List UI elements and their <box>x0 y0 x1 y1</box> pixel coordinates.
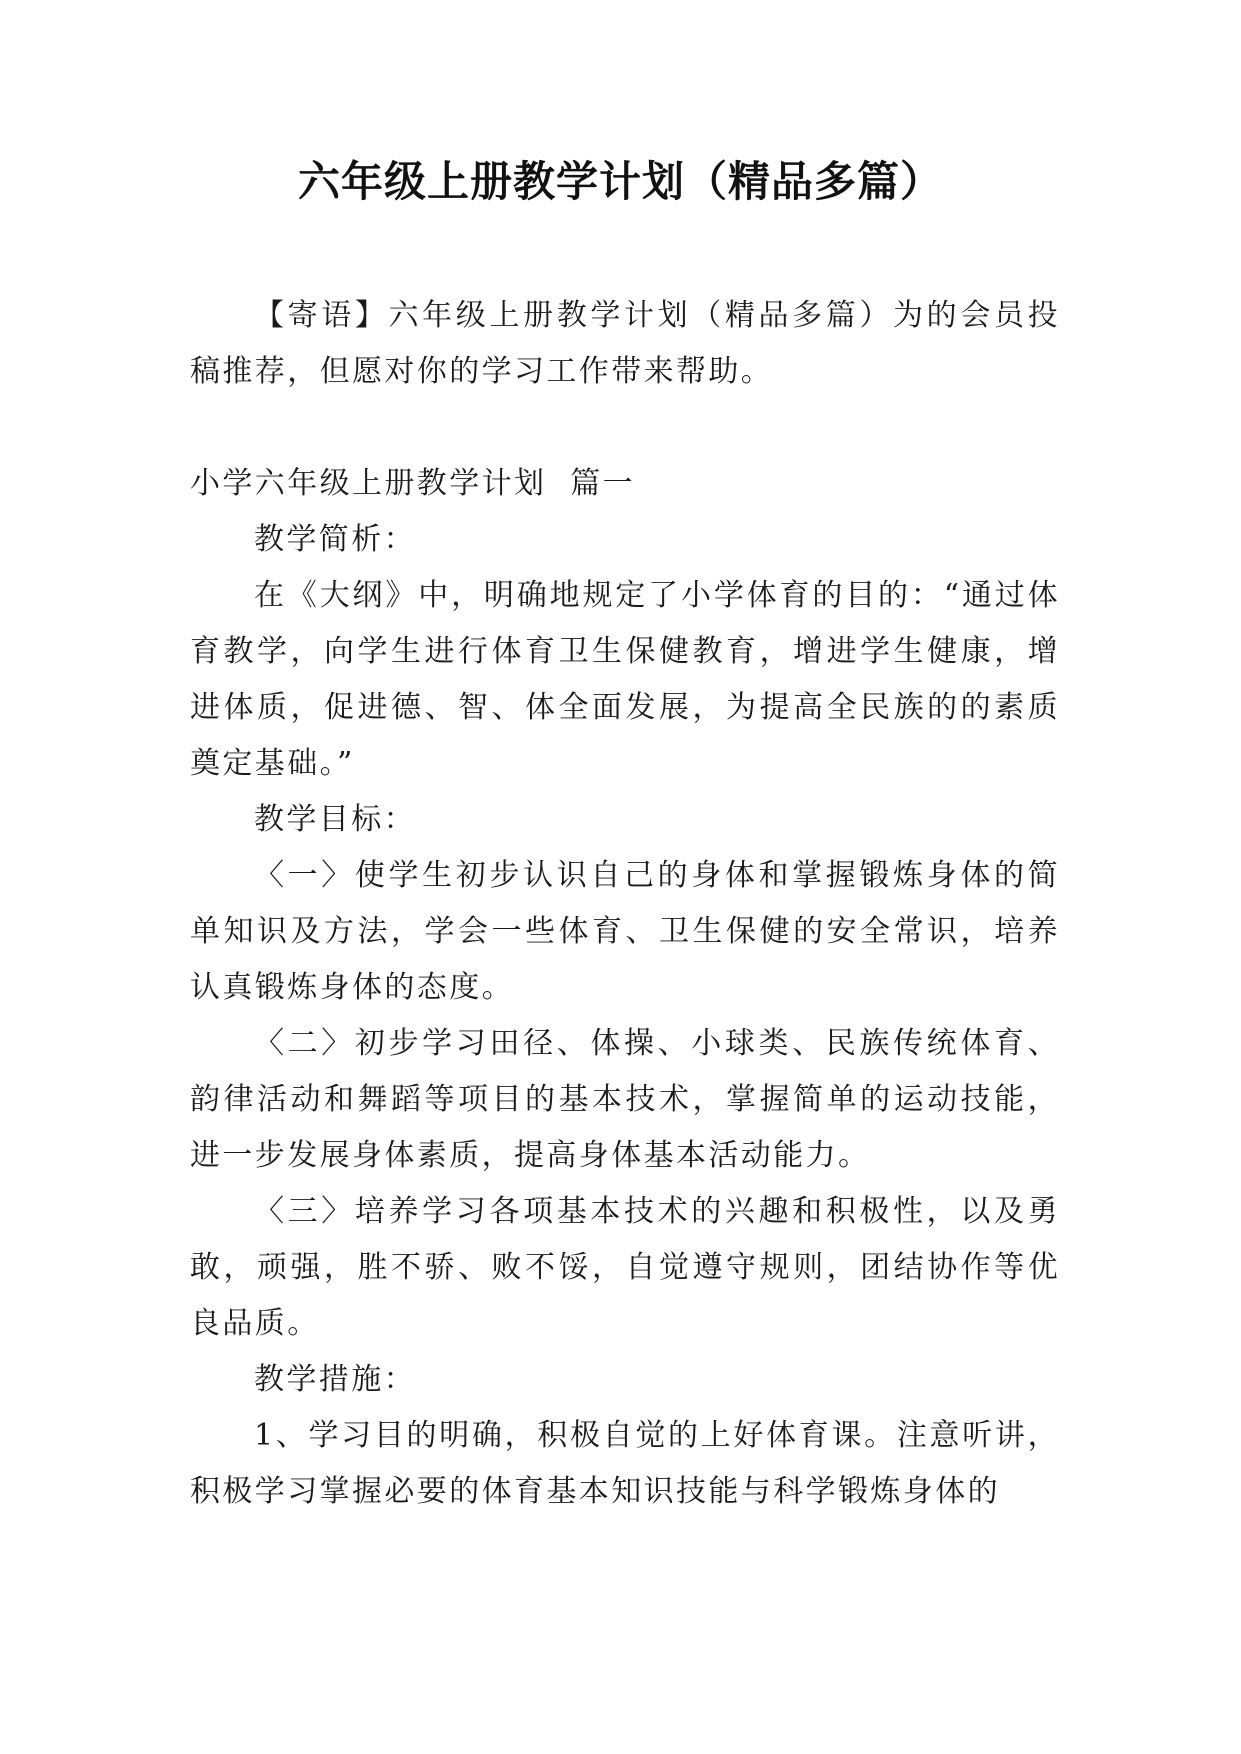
paragraph-syllabus: 在《大纲》中，明确地规定了小学体育的目的：“通过体育教学，向学生进行体育卫生保健教育，增进学生健康，增进体质，促进德、智、体全面发展，为提高全民族的的素质奠定基础。” <box>190 578 1060 781</box>
section-heading: 小学六年级上册教学计划 篇一 <box>190 466 636 501</box>
subheading-measures: 教学措施： <box>254 1362 416 1397</box>
document-title: 六年级上册教学计划（精品多篇） <box>297 157 943 206</box>
subheading-goals: 教学目标： <box>254 802 416 837</box>
paragraph-spacer <box>190 400 1060 456</box>
document-body <box>190 288 1060 1520</box>
paragraph-goal-1: 〈一〉使学生初步认识自己的身体和掌握锻炼身体的简单知识及方法，学会一些体育、卫生保健的安全常识，培养认真锻炼身体的态度。 <box>190 858 1060 1005</box>
paragraph-measure-1: 1、学习目的明确，积极自觉的上好体育课。注意听讲，积极学习掌握必要的体育基本知识技能与科学锻炼身体的 <box>190 1418 1060 1509</box>
intro-paragraph: 【寄语】六年级上册教学计划（精品多篇）为的会员投稿推荐，但愿对你的学习工作带来帮助。 <box>190 298 1060 389</box>
paragraph-goal-3: 〈三〉培养学习各项基本技术的兴趣和积极性，以及勇敢，顽强，胜不骄、败不馁，自觉遵守规则，团结协作等优良品质。 <box>190 1194 1060 1341</box>
subheading-analysis: 教学简析： <box>254 522 416 557</box>
paragraph-goal-2: 〈二〉初步学习田径、体操、小球类、民族传统体育、韵律活动和舞蹈等项目的基本技术，掌握简单的运动技能，进一步发展身体素质，提高身体基本活动能力。 <box>190 1026 1060 1173</box>
